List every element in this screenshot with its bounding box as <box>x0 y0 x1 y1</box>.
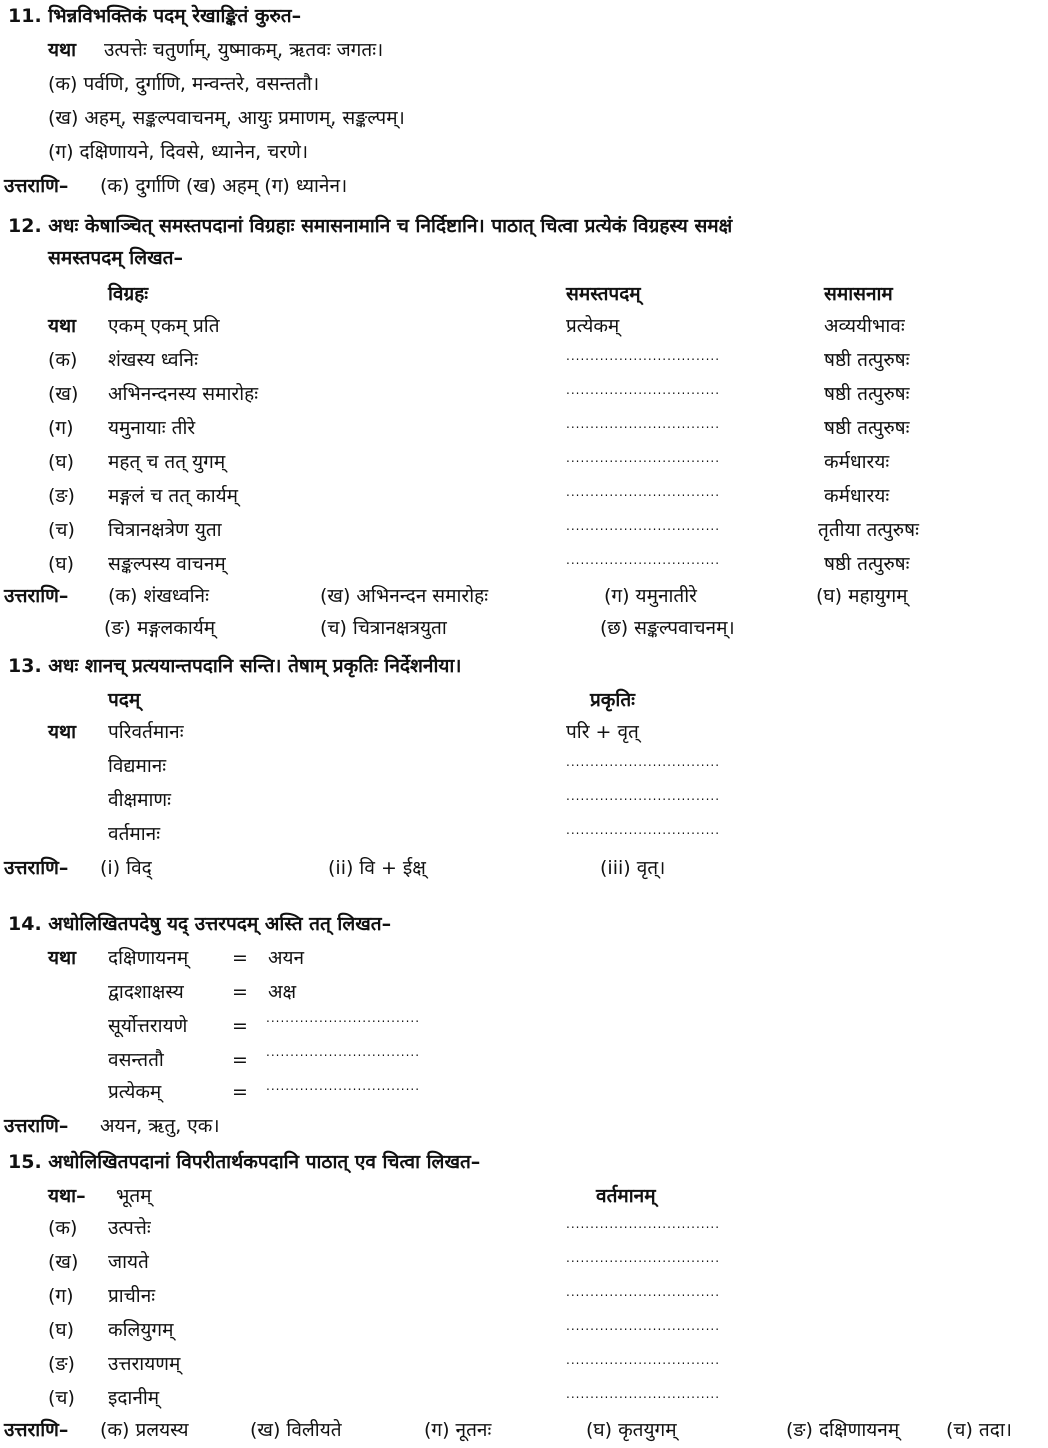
q12-col-samasta: समस्तपदम् <box>566 283 641 305</box>
q12-title-line2: समस्तपदम् लिखत– <box>48 247 183 269</box>
q12-answer-4: (घ) महायुगम् <box>816 585 908 607</box>
q15-example-answer: वर्तमानम् <box>596 1185 656 1207</box>
q15-example-pada: भूतम् <box>116 1185 152 1207</box>
q12-title-line1: 12. अधः केषाञ्चित् समस्तपदानां विग्रहाः समासनामानि च निर्दिष्टानि। पाठात् चित्वा प्रत्येकं विग्रहस्य समक्षं <box>8 215 733 237</box>
q14-equals: = <box>232 1015 248 1037</box>
q12-naam: कर्मधारयः <box>824 451 890 473</box>
q15-row-label: (ङ) <box>48 1353 75 1375</box>
q13-pada: वर्तमानः <box>108 823 161 845</box>
q15-answer-5: (ङ) दक्षिणायनम् <box>786 1419 900 1441</box>
q13-prakriti-blank: ................................ <box>566 789 721 803</box>
q11-option-ga: (ग) दक्षिणायने, दिवसे, ध्यानेन, चरणे। <box>48 141 309 163</box>
q12-vigraha: शंखस्य ध्वनिः <box>108 349 198 371</box>
q14-pada: द्वादशाक्षस्य <box>108 981 184 1003</box>
q14-answer-text: अयन, ऋतु, एक। <box>100 1115 220 1137</box>
q12-example-label: यथा <box>48 315 77 337</box>
q12-naam: षष्ठी तत्पुरुषः <box>824 383 910 405</box>
q15-pada: जायते <box>108 1251 149 1273</box>
q15-row-label: (च) <box>48 1387 75 1409</box>
q12-vigraha: एकम् एकम् प्रति <box>108 315 220 337</box>
q11-answer-text: (क) दुर्गाणि (ख) अहम् (ग) ध्यानेन। <box>100 175 348 197</box>
q13-prakriti: परि + वृत् <box>566 721 639 743</box>
q12-vigraha: सङ्कल्पस्य वाचनम् <box>108 553 226 575</box>
q15-answer-blank: ................................ <box>566 1285 721 1299</box>
q14-answer-blank: ................................ <box>266 1079 421 1093</box>
q11-answer-label: उत्तराणि– <box>4 175 69 197</box>
q13-answer-label: उत्तराणि– <box>4 857 69 879</box>
q12-samasta-blank: ................................ <box>566 485 721 499</box>
q15-row-label: (ग) <box>48 1285 74 1307</box>
q12-vigraha: महत् च तत् युगम् <box>108 451 226 473</box>
q11-option-ka: (क) पर्वणि, दुर्गाणि, मन्वन्तरे, वसन्ततौ। <box>48 73 320 95</box>
q11-option-kha: (ख) अहम्, सङ्कल्पवाचनम्, आयुः प्रमाणम्, सङ्कल्पम्। <box>48 107 405 129</box>
q12-naam: षष्ठी तत्पुरुषः <box>824 553 910 575</box>
q14-pada: सूर्योत्तरायणे <box>108 1015 188 1037</box>
q12-samasta-blank: ................................ <box>566 383 721 397</box>
q12-naam: षष्ठी तत्पुरुषः <box>824 417 910 439</box>
q12-answer-7: (छ) सङ्कल्पवाचनम्। <box>600 617 735 639</box>
q12-vigraha: चित्रानक्षत्रेण युता <box>108 519 222 541</box>
q14-equals: = <box>232 1049 248 1071</box>
q12-naam: कर्मधारयः <box>824 485 890 507</box>
q13-answer-3: (iii) वृत्। <box>600 857 666 879</box>
q12-row-label: (घ) <box>48 451 75 473</box>
q11-example-text: उत्पत्तेः चतुर्णाम्, युष्माकम्, ऋतवः जगतः। <box>104 39 384 61</box>
q15-pada: कलियुगम् <box>108 1319 174 1341</box>
q13-col-prakriti: प्रकृतिः <box>590 689 635 711</box>
q12-naam: षष्ठी तत्पुरुषः <box>824 349 910 371</box>
q12-row-label: (क) <box>48 349 78 371</box>
q12-samasta-blank: ................................ <box>566 417 721 431</box>
q15-title: 15. अधोलिखितपदानां विपरीतार्थकपदानि पाठात् एव चित्वा लिखत– <box>8 1151 481 1173</box>
q12-answer-6: (च) चित्रानक्षत्रयुता <box>320 617 447 639</box>
q12-samasta-blank: ................................ <box>566 553 721 567</box>
q13-title: 13. अधः शानच् प्रत्ययान्तपदानि सन्ति। तेषाम् प्रकृतिः निर्देशनीया। <box>8 655 462 677</box>
q11-title: 11. भिन्नविभक्तिकं पदम् रेखाङ्कितं कुरुत– <box>8 5 302 27</box>
q12-answer-2: (ख) अभिनन्दन समारोहः <box>320 585 489 607</box>
q12-row-label: (ङ) <box>48 485 75 507</box>
q13-pada: विद्यमानः <box>108 755 167 777</box>
q14-answer: अयन <box>268 947 305 969</box>
q13-prakriti-blank: ................................ <box>566 823 721 837</box>
q14-equals: = <box>232 947 248 969</box>
q14-pada: प्रत्येकम् <box>108 1081 162 1103</box>
q12-vigraha: अभिनन्दनस्य समारोहः <box>108 383 259 405</box>
q13-col-pada: पदम् <box>108 689 141 711</box>
q15-answer-blank: ................................ <box>566 1353 721 1367</box>
q15-answer-6: (च) तदा। <box>946 1419 1012 1441</box>
q13-pada: वीक्षमाणः <box>108 789 171 811</box>
q15-answer-1: (क) प्रलयस्य <box>100 1419 189 1441</box>
q15-answer-label: उत्तराणि– <box>4 1419 69 1441</box>
q12-col-naam: समासनाम <box>824 283 893 305</box>
q15-answer-blank: ................................ <box>566 1319 721 1333</box>
q15-row-label: (क) <box>48 1217 78 1239</box>
q13-pada: परिवर्तमानः <box>108 721 184 743</box>
q15-row-label: (ख) <box>48 1251 79 1273</box>
q14-answer-blank: ................................ <box>266 1045 421 1059</box>
q14-answer-label: उत्तराणि– <box>4 1115 69 1137</box>
q15-pada: उत्पत्तेः <box>108 1217 151 1239</box>
q12-answer-1: (क) शंखध्वनिः <box>108 585 209 607</box>
q12-row-label: (ग) <box>48 417 74 439</box>
q13-answer-2: (ii) वि + ईक्ष् <box>328 857 426 879</box>
q12-samasta-blank: ................................ <box>566 519 721 533</box>
q15-answer-blank: ................................ <box>566 1217 721 1231</box>
q12-naam: तृतीया तत्पुरुषः <box>818 519 919 541</box>
q15-example-label: यथा– <box>48 1185 86 1207</box>
q14-equals: = <box>232 981 248 1003</box>
q12-answer-5: (ङ) मङ्गलकार्यम् <box>104 617 216 639</box>
q15-answer-4: (घ) कृतयुगम् <box>586 1419 677 1441</box>
q12-vigraha: यमुनायाः तीरे <box>108 417 196 439</box>
q14-equals: = <box>232 1081 248 1103</box>
q12-samasta-blank: ................................ <box>566 451 721 465</box>
q15-row-label: (घ) <box>48 1319 75 1341</box>
q13-prakriti-blank: ................................ <box>566 755 721 769</box>
q13-example-label: यथा <box>48 721 77 743</box>
q12-row-label: (ख) <box>48 383 79 405</box>
q15-pada: इदानीम् <box>108 1387 160 1409</box>
q14-example-label: यथा <box>48 947 77 969</box>
q14-title: 14. अधोलिखितपदेषु यद् उत्तरपदम् अस्ति तत् लिखत– <box>8 913 392 935</box>
q14-answer: अक्ष <box>268 981 297 1003</box>
q12-row-label: (घ) <box>48 553 75 575</box>
q12-answer-3: (ग) यमुनातीरे <box>604 585 697 607</box>
q15-answer-2: (ख) विलीयते <box>250 1419 342 1441</box>
q12-col-vigraha: विग्रहः <box>108 283 149 305</box>
q15-answer-blank: ................................ <box>566 1387 721 1401</box>
q11-example-label: यथा <box>48 39 77 61</box>
q12-samasta-blank: ................................ <box>566 349 721 363</box>
q15-answer-blank: ................................ <box>566 1251 721 1265</box>
q15-answer-3: (ग) नूतनः <box>424 1419 492 1441</box>
q12-vigraha: मङ्गलं च तत् कार्यम् <box>108 485 239 507</box>
q12-naam: अव्ययीभावः <box>824 315 905 337</box>
q14-pada: दक्षिणायनम् <box>108 947 189 969</box>
q14-pada: वसन्ततौ <box>108 1049 164 1071</box>
q12-row-label: (च) <box>48 519 75 541</box>
q12-answer-label: उत्तराणि– <box>4 585 69 607</box>
q15-pada: प्राचीनः <box>108 1285 156 1307</box>
q12-samasta: प्रत्येकम् <box>566 315 620 337</box>
q13-answer-1: (i) विद् <box>100 857 152 879</box>
q14-answer-blank: ................................ <box>266 1011 421 1025</box>
q15-pada: उत्तरायणम् <box>108 1353 181 1375</box>
